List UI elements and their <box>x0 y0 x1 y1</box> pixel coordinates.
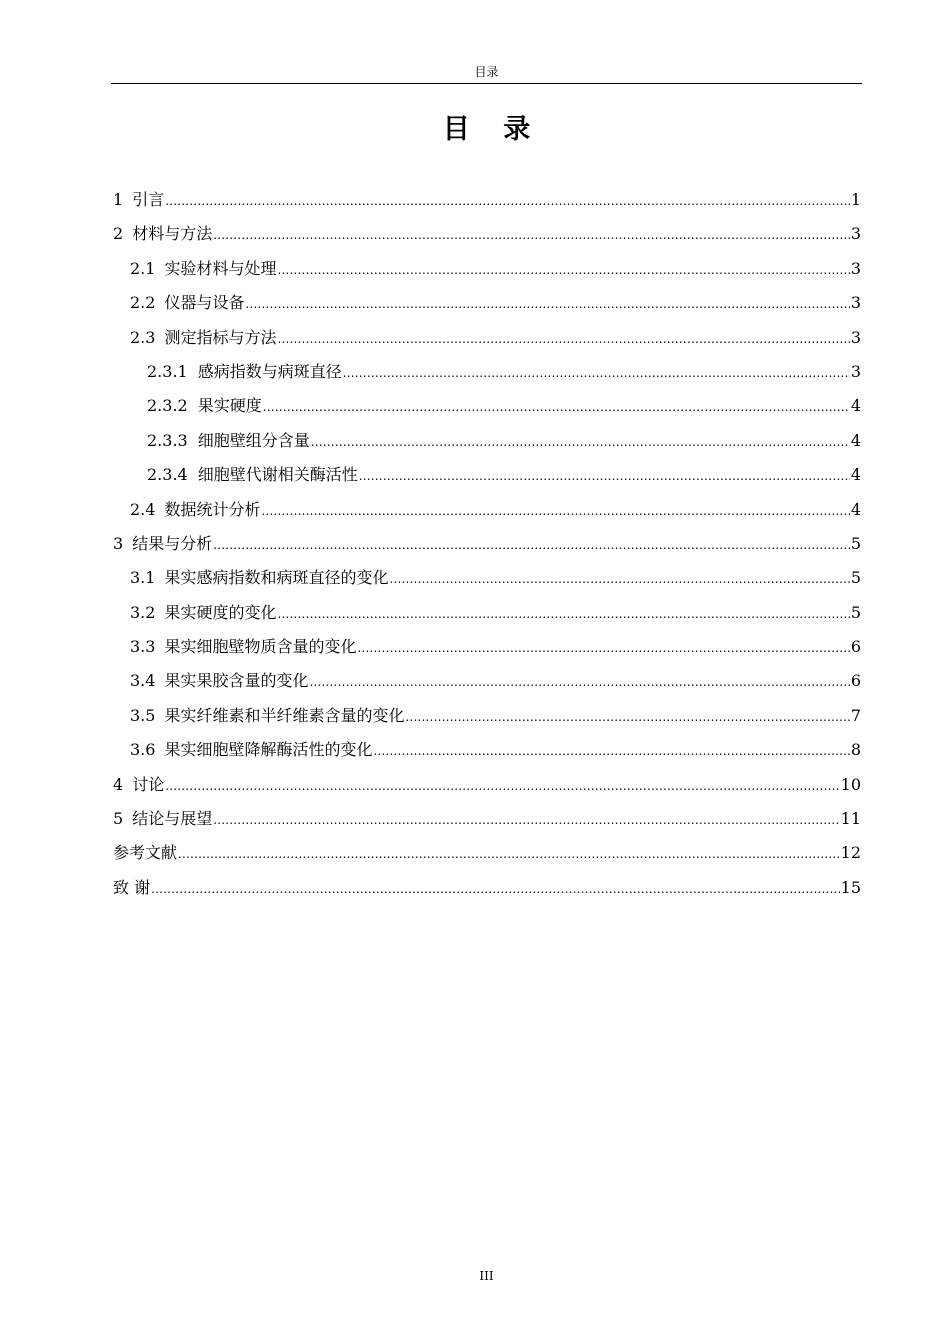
toc-entry-number: 2.3.2 <box>147 396 188 416</box>
toc-entry[interactable] <box>111 359 861 393</box>
toc-entry-number: 1 <box>113 190 124 209</box>
toc-entry[interactable] <box>111 290 861 324</box>
toc-dot-leader <box>373 738 849 764</box>
toc-entry-label: 感病指数与病斑直径 <box>197 361 342 381</box>
toc-entry-page: 10 <box>840 774 861 794</box>
toc-entry-number: 2.3 <box>130 327 156 347</box>
toc-dot-leader <box>309 669 849 695</box>
toc-entry-label: 材料与方法 <box>132 224 213 244</box>
header-rule <box>111 83 862 84</box>
toc-entry-label: 果实细胞壁降解酶活性的变化 <box>164 740 373 760</box>
toc-dot-leader <box>343 360 850 386</box>
toc-entry[interactable] <box>111 600 861 634</box>
toc-entry-page: 3 <box>850 258 861 278</box>
toc-entry[interactable] <box>111 634 861 668</box>
toc-dot-leader <box>311 429 850 455</box>
toc-dot-leader <box>213 807 839 833</box>
toc-entry-page: 8 <box>850 740 861 760</box>
toc-entry-page: 15 <box>840 877 861 897</box>
toc-entry-number: 3 <box>113 533 124 553</box>
toc-entry-page: 4 <box>850 396 861 416</box>
toc-dot-leader <box>165 773 839 799</box>
toc-entry[interactable] <box>111 840 861 874</box>
toc-entry-page: 3 <box>850 293 861 313</box>
toc-dot-leader <box>263 394 850 420</box>
toc-entry-number: 3.2 <box>130 602 156 622</box>
toc-entry-page: 7 <box>850 705 861 725</box>
toc-dot-leader <box>405 704 849 730</box>
toc-entry[interactable] <box>111 875 861 909</box>
toc-entry-number: 2.3.3 <box>147 430 188 450</box>
toc-dot-leader <box>151 876 840 902</box>
toc-entry-label: 数据统计分析 <box>164 499 261 519</box>
toc-entry[interactable] <box>111 187 861 221</box>
toc-entry-label: 果实细胞壁物质含量的变化 <box>164 637 357 657</box>
toc-entry-number: 3.5 <box>130 705 156 725</box>
toc-entry-label: 实验材料与处理 <box>164 258 277 278</box>
toc-entry-page: 4 <box>850 430 861 450</box>
toc-entry-label: 结果与分析 <box>132 533 213 553</box>
toc-entry-page: 6 <box>850 671 861 691</box>
toc-entry-label: 引言 <box>132 190 165 209</box>
toc-entry-page: 12 <box>840 843 861 863</box>
toc-entry[interactable] <box>111 668 861 702</box>
toc-entry-number: 2.3.4 <box>147 465 188 485</box>
toc-entry-label: 结论与展望 <box>132 809 213 829</box>
toc-dot-leader <box>277 601 849 627</box>
toc-entry[interactable] <box>111 428 861 462</box>
toc-dot-leader <box>261 498 849 524</box>
toc-entry[interactable] <box>111 497 861 531</box>
toc-entry-label: 致 谢 <box>113 877 151 897</box>
toc-dot-leader <box>245 291 849 317</box>
toc-entry[interactable] <box>111 772 861 806</box>
toc-entry-page: 1 <box>850 190 861 209</box>
toc-entry-label: 果实感病指数和病斑直径的变化 <box>164 568 389 588</box>
toc-entry-label: 讨论 <box>132 774 165 794</box>
toc-entry-number: 3.6 <box>130 740 156 760</box>
toc-entry[interactable] <box>111 325 861 359</box>
toc-entry-number: 2.1 <box>130 258 156 278</box>
toc-dot-leader <box>213 532 850 558</box>
toc-entry[interactable] <box>111 703 861 737</box>
toc-entry-page: 5 <box>850 533 861 553</box>
toc-entry-page: 3 <box>850 224 861 244</box>
toc-entry-number: 2.3.1 <box>147 361 188 381</box>
toc-entry-number: 3.3 <box>130 637 156 657</box>
toc-dot-leader <box>213 222 850 248</box>
toc-entry-number: 5 <box>113 809 124 829</box>
toc-dot-leader <box>277 257 849 283</box>
toc-entry[interactable] <box>111 806 861 840</box>
toc-entry[interactable] <box>111 221 861 255</box>
toc-entry-number: 3.1 <box>130 568 156 588</box>
toc-entry-page: 3 <box>850 361 861 381</box>
toc-entry-page: 4 <box>850 499 861 519</box>
toc-dot-leader <box>357 635 849 661</box>
toc-dot-leader <box>389 566 849 592</box>
toc-entry-label: 果实硬度的变化 <box>164 602 277 622</box>
page-number: III <box>479 1269 494 1283</box>
toc-entry-page: 4 <box>850 465 861 485</box>
toc-entry[interactable] <box>111 256 861 290</box>
toc-entry-label: 参考文献 <box>113 843 178 863</box>
toc-dot-leader <box>178 841 840 867</box>
toc-entry-label: 测定指标与方法 <box>164 327 277 347</box>
toc-entry-label: 果实纤维素和半纤维素含量的变化 <box>164 705 405 725</box>
toc-entry-label: 果实硬度 <box>197 396 262 416</box>
toc-entry-number: 4 <box>113 774 124 794</box>
toc-entry-page: 11 <box>840 809 861 829</box>
toc-title: 目 录 <box>442 114 543 145</box>
toc-entry-number: 2.2 <box>130 293 156 313</box>
toc-entry-number: 3.4 <box>130 671 156 691</box>
toc-entry-label: 果实果胶含量的变化 <box>164 671 309 691</box>
toc-entry[interactable] <box>111 531 861 565</box>
toc-entry[interactable] <box>111 565 861 599</box>
toc-dot-leader <box>165 188 850 214</box>
toc-entry-page: 5 <box>850 602 861 622</box>
toc-entry-label: 仪器与设备 <box>164 293 245 313</box>
toc-entry-label: 细胞壁代谢相关酶活性 <box>197 465 358 485</box>
toc-entry[interactable] <box>111 737 861 771</box>
toc-entry-number: 2.4 <box>130 499 156 519</box>
toc-entry-page: 3 <box>850 327 861 347</box>
toc-dot-leader <box>359 463 850 489</box>
toc-list <box>111 187 861 909</box>
toc-entry-page: 6 <box>850 637 861 657</box>
toc-entry-page: 5 <box>850 568 861 588</box>
toc-dot-leader <box>277 326 849 352</box>
running-header: 目录 <box>474 65 499 79</box>
toc-entry-number: 2 <box>113 224 124 244</box>
toc-entry-label: 细胞壁组分含量 <box>197 430 310 450</box>
toc-entry[interactable] <box>111 393 861 427</box>
toc-entry[interactable] <box>111 462 861 496</box>
